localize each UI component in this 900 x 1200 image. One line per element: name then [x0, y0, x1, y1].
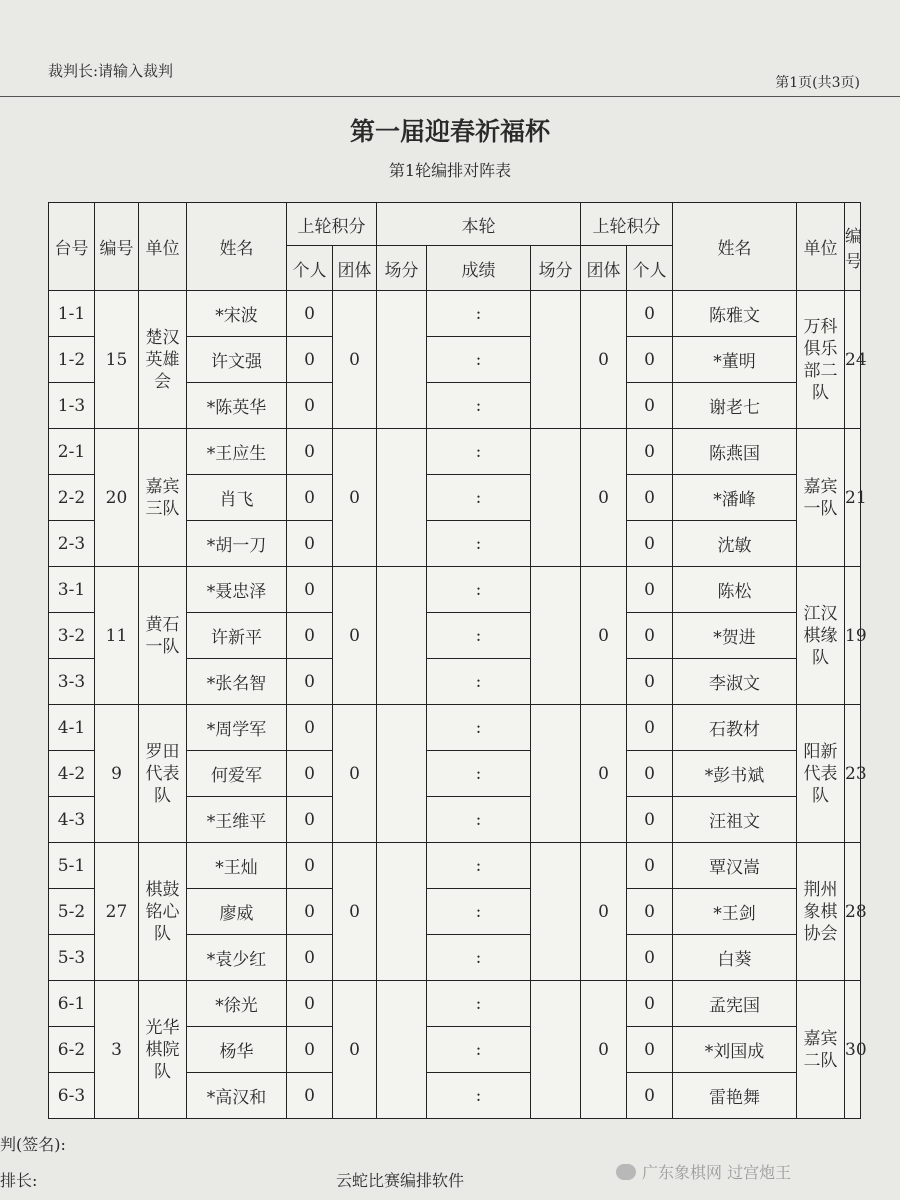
header-divider [0, 96, 900, 97]
result-cell: : [427, 337, 531, 383]
board-number: 2-2 [49, 475, 95, 521]
team-unit-right: 嘉宾二队 [797, 981, 845, 1119]
individual-points-left: 0 [287, 337, 333, 383]
team-unit-right: 嘉宾一队 [797, 429, 845, 567]
team-points-left: 0 [333, 705, 377, 843]
player-name-left: *聂忠泽 [187, 567, 287, 613]
result-cell: : [427, 1027, 531, 1073]
header-prev-points-right: 上轮积分 [581, 203, 673, 246]
result-cell: : [427, 521, 531, 567]
player-name-right: 汪祖文 [673, 797, 797, 843]
footer-judge-sign: 判(签名): [0, 1135, 66, 1154]
player-name-left: *陈英华 [187, 383, 287, 429]
player-name-right: *潘峰 [673, 475, 797, 521]
individual-points-right: 0 [627, 935, 673, 981]
result-cell: : [427, 613, 531, 659]
table-row [49, 843, 861, 889]
team-id-left: 20 [95, 429, 139, 567]
header-field-right: 场分 [531, 246, 581, 291]
result-cell: : [427, 567, 531, 613]
board-number: 3-2 [49, 613, 95, 659]
player-name-right: 石教材 [673, 705, 797, 751]
individual-points-right: 0 [627, 521, 673, 567]
team-points-left: 0 [333, 567, 377, 705]
header-result: 成绩 [427, 246, 531, 291]
player-name-left: *张名智 [187, 659, 287, 705]
team-points-right: 0 [581, 843, 627, 981]
individual-points-right: 0 [627, 705, 673, 751]
individual-points-right: 0 [627, 567, 673, 613]
individual-points-left: 0 [287, 1027, 333, 1073]
individual-points-left: 0 [287, 383, 333, 429]
team-unit-left: 黄石一队 [139, 567, 187, 705]
header-board: 台号 [49, 203, 95, 291]
individual-points-right: 0 [627, 797, 673, 843]
individual-points-left: 0 [287, 429, 333, 475]
individual-points-right: 0 [627, 751, 673, 797]
player-name-left: *袁少红 [187, 935, 287, 981]
individual-points-left: 0 [287, 935, 333, 981]
player-name-right: 雷艳舞 [673, 1073, 797, 1119]
individual-points-left: 0 [287, 659, 333, 705]
field-points-right [531, 705, 581, 843]
player-name-right: 白葵 [673, 935, 797, 981]
result-cell: : [427, 981, 531, 1027]
individual-points-left: 0 [287, 613, 333, 659]
result-cell: : [427, 889, 531, 935]
player-name-right: *董明 [673, 337, 797, 383]
player-name-right: *王剑 [673, 889, 797, 935]
individual-points-right: 0 [627, 889, 673, 935]
player-name-left: 何爱军 [187, 751, 287, 797]
individual-points-left: 0 [287, 1073, 333, 1119]
player-name-right: 覃汉嵩 [673, 843, 797, 889]
individual-points-right: 0 [627, 475, 673, 521]
result-cell: : [427, 475, 531, 521]
player-name-right: 李淑文 [673, 659, 797, 705]
team-unit-left: 光华棋院队 [139, 981, 187, 1119]
player-name-left: *王灿 [187, 843, 287, 889]
individual-points-left: 0 [287, 475, 333, 521]
individual-points-right: 0 [627, 613, 673, 659]
result-cell: : [427, 659, 531, 705]
header-team-left: 团体 [333, 246, 377, 291]
referee-label: 裁判长:请输入裁判 [48, 62, 174, 80]
field-points-right [531, 429, 581, 567]
result-cell: : [427, 383, 531, 429]
board-number: 1-1 [49, 291, 95, 337]
field-points-left [377, 843, 427, 981]
player-name-left: *胡一刀 [187, 521, 287, 567]
individual-points-right: 0 [627, 1073, 673, 1119]
team-points-right: 0 [581, 429, 627, 567]
player-name-right: 孟宪国 [673, 981, 797, 1027]
player-name-right: 谢老七 [673, 383, 797, 429]
board-number: 4-1 [49, 705, 95, 751]
team-points-left: 0 [333, 981, 377, 1119]
individual-points-right: 0 [627, 291, 673, 337]
individual-points-left: 0 [287, 521, 333, 567]
individual-points-left: 0 [287, 705, 333, 751]
individual-points-left: 0 [287, 981, 333, 1027]
team-unit-right: 阳新代表队 [797, 705, 845, 843]
team-points-right: 0 [581, 705, 627, 843]
individual-points-right: 0 [627, 429, 673, 475]
board-number: 4-2 [49, 751, 95, 797]
result-cell: : [427, 751, 531, 797]
team-points-right: 0 [581, 981, 627, 1119]
team-id-right: 19 [845, 567, 861, 705]
field-points-left [377, 291, 427, 429]
team-unit-right: 荆州象棋协会 [797, 843, 845, 981]
header-name-left: 姓名 [187, 203, 287, 291]
team-unit-right: 万科俱乐部二队 [797, 291, 845, 429]
player-name-right: 陈松 [673, 567, 797, 613]
pairing-table [48, 202, 867, 1119]
player-name-left: 许文强 [187, 337, 287, 383]
table-row [49, 567, 861, 613]
header-this-round: 本轮 [377, 203, 581, 246]
field-points-left [377, 567, 427, 705]
team-points-left: 0 [333, 843, 377, 981]
team-points-right: 0 [581, 291, 627, 429]
player-name-right: *贺进 [673, 613, 797, 659]
individual-points-left: 0 [287, 751, 333, 797]
player-name-left: 肖飞 [187, 475, 287, 521]
page-indicator: 第1页(共3页) [775, 75, 860, 91]
team-unit-right: 江汉棋缘队 [797, 567, 845, 705]
individual-points-right: 0 [627, 383, 673, 429]
board-number: 3-1 [49, 567, 95, 613]
result-cell: : [427, 429, 531, 475]
board-number: 2-3 [49, 521, 95, 567]
field-points-left [377, 981, 427, 1119]
team-id-right: 23 [845, 705, 861, 843]
team-id-right: 28 [845, 843, 861, 981]
pairing-body [49, 291, 867, 1119]
board-number: 6-2 [49, 1027, 95, 1073]
player-name-left: 廖威 [187, 889, 287, 935]
board-number: 4-3 [49, 797, 95, 843]
header-individual-left: 个人 [287, 246, 333, 291]
player-name-left: *高汉和 [187, 1073, 287, 1119]
header-unit-right: 单位 [797, 203, 845, 291]
individual-points-right: 0 [627, 337, 673, 383]
team-id-left: 9 [95, 705, 139, 843]
player-name-right: 沈敏 [673, 521, 797, 567]
header-id-left: 编号 [95, 203, 139, 291]
footer-arranger: 排长: [0, 1171, 38, 1190]
player-name-left: *周学军 [187, 705, 287, 751]
player-name-left: *宋波 [187, 291, 287, 337]
result-cell: : [427, 705, 531, 751]
player-name-right: 陈燕国 [673, 429, 797, 475]
watermark-text: 广东象棋网 过宫炮王 [642, 1163, 792, 1182]
table-row [49, 981, 861, 1027]
header-team-right: 团体 [581, 246, 627, 291]
header-id-right: 编号 [845, 203, 861, 291]
individual-points-left: 0 [287, 843, 333, 889]
result-cell: : [427, 935, 531, 981]
board-number: 3-3 [49, 659, 95, 705]
player-name-left: *王维平 [187, 797, 287, 843]
field-points-left [377, 705, 427, 843]
chat-bubble-icon [616, 1164, 636, 1180]
team-id-left: 27 [95, 843, 139, 981]
player-name-right: *彭书斌 [673, 751, 797, 797]
player-name-left: 杨华 [187, 1027, 287, 1073]
result-cell: : [427, 1073, 531, 1119]
individual-points-left: 0 [287, 291, 333, 337]
individual-points-right: 0 [627, 981, 673, 1027]
field-points-right [531, 567, 581, 705]
board-number: 1-2 [49, 337, 95, 383]
individual-points-left: 0 [287, 567, 333, 613]
team-points-right: 0 [581, 567, 627, 705]
player-name-left: 许新平 [187, 613, 287, 659]
board-number: 6-3 [49, 1073, 95, 1119]
board-number: 1-3 [49, 383, 95, 429]
individual-points-left: 0 [287, 889, 333, 935]
board-number: 5-1 [49, 843, 95, 889]
player-name-right: 陈雅文 [673, 291, 797, 337]
header-unit-left: 单位 [139, 203, 187, 291]
individual-points-right: 0 [627, 1027, 673, 1073]
result-cell: : [427, 291, 531, 337]
header-name-right: 姓名 [673, 203, 797, 291]
board-number: 5-3 [49, 935, 95, 981]
result-cell: : [427, 843, 531, 889]
result-cell: : [427, 797, 531, 843]
table-row [49, 429, 861, 475]
field-points-right [531, 291, 581, 429]
team-id-left: 3 [95, 981, 139, 1119]
team-id-left: 11 [95, 567, 139, 705]
player-name-left: *王应生 [187, 429, 287, 475]
team-points-left: 0 [333, 429, 377, 567]
team-id-right: 24 [845, 291, 861, 429]
team-unit-left: 嘉宾三队 [139, 429, 187, 567]
field-points-right [531, 981, 581, 1119]
field-points-left [377, 429, 427, 567]
table-row [49, 291, 861, 337]
footer-software: 云蛇比赛编排软件 [336, 1171, 465, 1190]
header-field-left: 场分 [377, 246, 427, 291]
individual-points-left: 0 [287, 797, 333, 843]
board-number: 6-1 [49, 981, 95, 1027]
team-id-right: 30 [845, 981, 861, 1119]
individual-points-right: 0 [627, 843, 673, 889]
watermark [616, 1160, 791, 1183]
team-unit-left: 棋鼓铭心队 [139, 843, 187, 981]
page-title: 第一届迎春祈福杯 [349, 117, 550, 146]
player-name-left: *徐光 [187, 981, 287, 1027]
team-points-left: 0 [333, 291, 377, 429]
field-points-right [531, 843, 581, 981]
header-individual-right: 个人 [627, 246, 673, 291]
board-number: 5-2 [49, 889, 95, 935]
team-unit-left: 楚汉英雄会 [139, 291, 187, 429]
player-name-right: *刘国成 [673, 1027, 797, 1073]
board-number: 2-1 [49, 429, 95, 475]
team-id-left: 15 [95, 291, 139, 429]
page-subtitle: 第1轮编排对阵表 [388, 161, 512, 180]
individual-points-right: 0 [627, 659, 673, 705]
team-id-right: 21 [845, 429, 861, 567]
team-unit-left: 罗田代表队 [139, 705, 187, 843]
header-prev-points-left: 上轮积分 [287, 203, 377, 246]
table-row [49, 705, 861, 751]
